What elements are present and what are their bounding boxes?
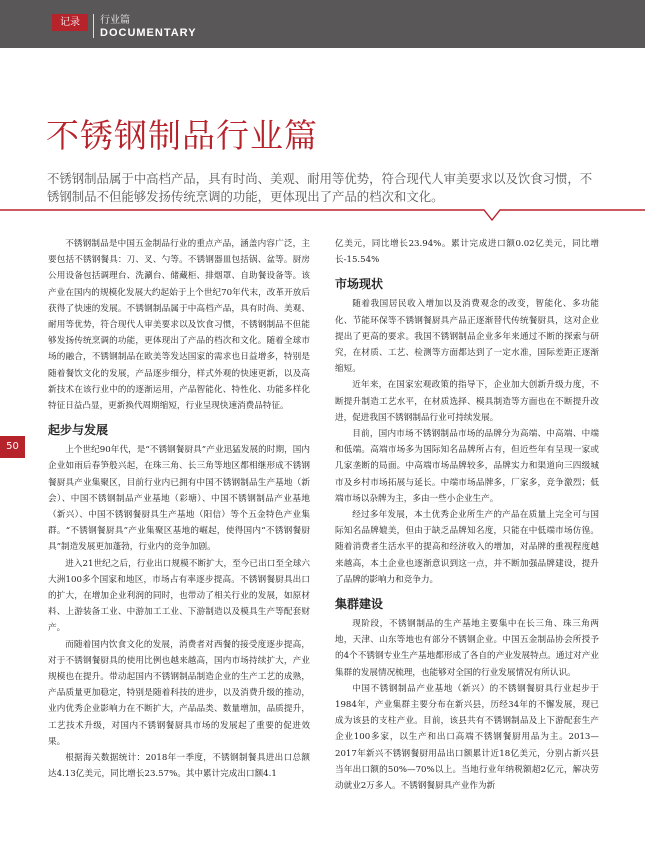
header-bar	[0, 0, 645, 48]
right-column	[335, 236, 599, 794]
body-paragraph-continued: 亿美元，同比增长23.94%。累计完成进口额0.02亿美元，同比增长-15.54%	[335, 239, 599, 266]
header-section-en: DOCUMENTARY	[100, 27, 197, 39]
page-number: 50	[0, 436, 25, 458]
body-paragraph: 进入21世纪之后，行业出口规模不断扩大，至今已出口至全球六大洲100多个国家和地区，市场占有率逐步提高。不锈钢餐厨具出口的扩大，在增加企业利润的同时，也带动了相关行业的发展，如原材料、上游装备工业、中游加工工业、下游制造以及模具生产等配套财产。	[48, 558, 310, 634]
body-paragraph: 经过多年发展，本土优秀企业所生产的产品在质量上完全可与国际知名品牌媲美，但由于缺乏品牌知名度，只能在中低端市场仿徨。随着消费者生活水平的提高和经济收入的增加，对品牌的重视程度越来越高，本土企业也逐渐意识到这一点，并不断加强品牌建设，提升了品牌的影响力和竞争力。	[335, 510, 599, 585]
intro-lead: 不锈钢制品属于中高档产品，具有时尚、美观、耐用等优势，符合现代人审美要求以及饮食习惯，不锈钢制品不但能够发扬传统烹调的功能，更体现出了产品的档次和文化。	[47, 171, 593, 204]
body-paragraph: 中国不锈钢制品产业基地（新兴）的不锈钢餐厨具行业起步于1984年，产业集群主要分布在新兴县，历经34年的不懈发展，现已成为该县的支柱产业。目前，该县共有不锈钢制品及上下游配套生产企业100多家，以生产和出口高端不锈钢餐厨用品为主。2013—2017年新兴不锈钢餐厨用品出口额累计近18亿美元，分别占新兴县当年出口额的50%—70%以上。当地行业年纳税额超2亿元，解决劳动就业2万多人。不锈钢餐厨具产业作为新	[335, 683, 599, 792]
body-paragraph: 随着我国居民收入增加以及消费观念的改变，智能化、多功能化、节能环保等不锈钢餐厨具产品正逐渐替代传统餐厨具，这对企业提出了更高的要求。我国不锈钢制品企业多年来通过不断的探索与研究，在材质、工艺、检测等方面都达到了一定水准，国际差距正逐渐缩短。	[335, 299, 599, 375]
body-paragraph: 现阶段，不锈钢制品的生产基地主要集中在长三角、珠三角两地，天津、山东等地也有部分不锈钢企业。中国五金制品协会所授予的4个不锈钢专业生产基地都形成了各自的产业发展特点。通过对产业集群的发展情况梳理，也能够对全国的行业发展情况有所认识。	[335, 619, 599, 678]
body-paragraph: 上个世纪90年代，是“不锈钢餐厨具”产业迅猛发展的时期，国内企业如雨后春笋般兴起，在珠三角、长三角等地区都相继形成不锈钢餐厨具产业集聚区，目前行业内已拥有中国不锈钢制品生产基地（新会）、中国不锈钢制品产业基地（彩塘）、中国不锈钢制品产业基地（新兴）、中国不锈钢餐厨具生产基地（阳信）等个五金特色产业集群。“不锈钢餐厨具”产业集聚区基地的崛起，使得国内“不锈钢餐厨具”制造发展更加蓬勃，行业内的竞争加剧。	[48, 445, 310, 553]
divider-line	[0, 210, 645, 220]
body-paragraph: 根据海关数据统计：2018年一季度，不锈钢制餐具进出口总额达4.13亿美元，同比增长23.57%。其中累计完成出口额4.1	[48, 753, 310, 780]
left-column	[48, 236, 310, 783]
section-heading-market: 市场现状	[335, 277, 384, 292]
page-title: 不锈钢制品行业篇	[46, 116, 318, 155]
header-category: 行业篇	[100, 15, 130, 26]
section-tag: 记录	[52, 14, 88, 31]
body-paragraph: 不锈钢制品是中国五金制品行业的重点产品，涵盖内容广泛，主要包括不锈钢餐具：刀、叉、勺等。不锈钢器皿包括锅、盆等。厨房公用设备包括调理台、洗涮台、储藏柜、排烟罩、自助餐设备等。该产业在国内的规模化发展大约起始于上个世纪70年代末，改革开放后获得了快速的发展。不锈钢制品属于中高档产品，具有时尚、美观、耐用等优势，符合现代人审美要求以及饮食习惯，不锈钢制品不但能够发扬传统烹调的功能，更体现出了产品的档次和文化。随着全球市场的融合，不锈钢制品在欧美等发达国家的需求也日益增多，特别是随着餐饮文化的发展，产品逐步细分，样式外观的快速更新，以及高新技术在该行业中的的逐渐运用，产品智能化、特性化、功能多样化特征日益凸显，更新换代周期缩短，行业呈现快速消费品特征。	[48, 239, 310, 412]
title-divider-rule	[0, 208, 645, 224]
header-divider	[93, 14, 94, 38]
body-paragraph: 而随着国内饮食文化的发展，消费者对西餐的接受度逐步提高，对于不锈钢餐厨具的使用比例也越来越高，国内市场持续扩大，产业规模也在提升。带动起国内不锈钢制品制造企业的生产工艺的成熟，产品质量更加稳定，特别是随着科技的进步，以及消费升级的推动，业内优秀企业影响力在不断扩大，产品品类、数量增加，品质提升，工艺技术升级，对国内不锈钢餐厨具市场的发展起了重要的促进效果。	[48, 639, 310, 747]
section-heading-cluster: 集群建设	[335, 597, 384, 612]
section-heading-development: 起步与发展	[48, 423, 109, 438]
body-paragraph: 目前，国内市场不锈钢制品市场的品牌分为高端、中高端、中端和低端。高端市场多为国际知名品牌所占有，但近些年有呈现一家或几家垄断的局面。中高端市场品牌较多，品牌实力和渠道向三四级城市及乡村市场拓展与延长。中端市场品牌多，厂家多，竞争激烈；低端市场以杂牌为主，多由一些小企业生产。	[335, 429, 599, 504]
body-paragraph: 近年来，在国家宏观政策的指导下，企业加大创新升级力度，不断提升制造工艺水平，在材质选择、模具制造等方面也在不断提升改进，促进我国不锈钢制品行业可持续发展。	[335, 380, 599, 423]
